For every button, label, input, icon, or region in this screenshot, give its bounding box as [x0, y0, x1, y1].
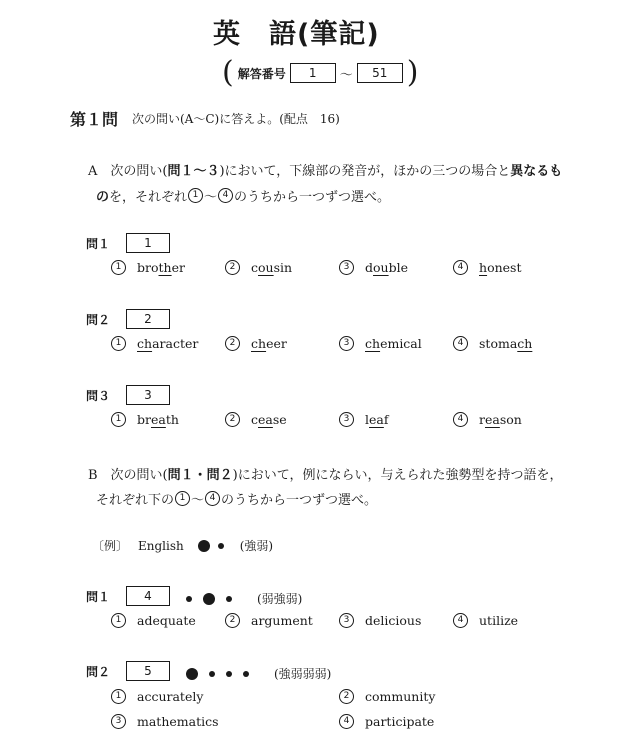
choice-word: utilize — [479, 613, 519, 628]
answer-choice[interactable] — [225, 613, 313, 628]
choice-number-2-icon: 2 — [225, 260, 240, 275]
stress-example — [92, 537, 273, 554]
stress-text: (強弱弱弱) — [274, 667, 332, 681]
part-b-text: のうちから一つずつ選べ。 — [221, 493, 378, 508]
choice-number-3-icon: 3 — [339, 260, 354, 275]
part-a-text: を，それぞれ — [109, 190, 188, 205]
answer-choice[interactable] — [111, 613, 196, 628]
part-a-instruction-line1 — [88, 160, 562, 179]
word-part: l — [365, 412, 369, 427]
choice-number-1-icon: 1 — [111, 260, 126, 275]
answer-choice[interactable] — [339, 260, 408, 275]
choice-word: participate — [365, 714, 435, 729]
word-part: eer — [266, 336, 287, 351]
part-b-instruction-line2 — [96, 489, 377, 508]
underlined-part: ch — [365, 336, 381, 351]
choice-word — [479, 412, 522, 427]
choice-number-4-icon: 4 — [453, 613, 468, 628]
answer-start-box: 1 — [290, 63, 336, 83]
circled-one-icon: 1 — [175, 491, 190, 506]
part-a-text: )において，下線部の発音が，ほかの三つの場合と — [219, 164, 511, 179]
choice-number-4-icon: 4 — [339, 714, 354, 729]
underlined-part: ea — [150, 412, 166, 427]
word-part: c — [251, 260, 259, 275]
answer-choice[interactable] — [453, 412, 522, 427]
underlined-part: ou — [373, 260, 389, 275]
part-a-text: のうちから一つずつ選べ。 — [234, 190, 391, 205]
choice-word: mathematics — [137, 714, 219, 729]
word-part: f — [383, 412, 389, 427]
example-stress-text: (強弱) — [239, 539, 274, 553]
choice-number-2-icon: 2 — [225, 412, 240, 427]
part-a-tilde: ～ — [204, 190, 218, 205]
answer-choice[interactable] — [339, 714, 434, 729]
answer-choice[interactable] — [225, 412, 287, 427]
word-part: er — [171, 260, 185, 275]
choice-number-2-icon: 2 — [225, 336, 240, 351]
answer-choice[interactable] — [111, 689, 203, 704]
choice-word — [479, 260, 521, 275]
section-instruction: 次の問い(A～C)に答えよ。(配点 16) — [132, 112, 340, 126]
answer-number-box: 5 — [126, 661, 170, 681]
stress-text: (弱強弱) — [257, 592, 303, 606]
choice-word — [251, 412, 287, 427]
choice-number-1-icon: 1 — [111, 689, 126, 704]
part-a-text: A 次の問い( — [88, 164, 168, 179]
word-part: se — [272, 412, 287, 427]
choice-word — [365, 412, 389, 427]
choice-number-1-icon: 1 — [111, 336, 126, 351]
stress-pattern — [186, 665, 331, 682]
choice-word — [365, 260, 408, 275]
choice-number-3-icon: 3 — [339, 336, 354, 351]
circled-four-icon: 4 — [205, 491, 220, 506]
circled-one-icon: 1 — [188, 188, 203, 203]
answer-number-label: 解答番号 — [237, 66, 286, 81]
choice-word — [251, 260, 292, 275]
choice-word — [251, 336, 287, 351]
part-b-text: )において，例にならい，与えられた強勢型を持つ語を， — [232, 468, 563, 483]
underlined-part: ea — [484, 412, 500, 427]
page-title: 英 語(筆記) — [213, 19, 380, 50]
answer-choice[interactable] — [453, 260, 521, 275]
word-part: stoma — [479, 336, 518, 351]
choice-number-3-icon: 3 — [339, 613, 354, 628]
question-label: 問３ — [86, 389, 111, 403]
example-stress-pattern — [198, 540, 224, 552]
choice-word — [137, 260, 185, 275]
choice-word — [137, 412, 179, 427]
stressed-dot-icon — [203, 593, 215, 605]
question-label: 問１ — [86, 237, 111, 251]
example-label: 〔例〕 — [92, 539, 129, 553]
part-b-text: B 次の問い( — [88, 468, 168, 483]
section-label: 第１問 — [70, 110, 119, 129]
underlined-part: ou — [258, 260, 274, 275]
question-label: 問２ — [86, 665, 111, 679]
underlined-part: ch — [137, 336, 153, 351]
choice-word: delicious — [365, 613, 422, 628]
answer-choice[interactable] — [453, 336, 532, 351]
choice-number-4-icon: 4 — [453, 336, 468, 351]
stressed-dot-icon — [198, 540, 210, 552]
word-part: ble — [388, 260, 408, 275]
question-label: 問２ — [86, 313, 111, 327]
underlined-part: th — [158, 260, 172, 275]
word-part: son — [499, 412, 522, 427]
choice-word: accurately — [137, 689, 204, 704]
word-part: br — [137, 412, 151, 427]
choice-number-1-icon: 1 — [111, 613, 126, 628]
choice-number-3-icon: 3 — [339, 412, 354, 427]
word-part: emical — [380, 336, 422, 351]
answer-number-box: 4 — [126, 586, 170, 606]
word-part: bro — [137, 260, 159, 275]
choice-word — [479, 336, 532, 351]
choice-word: argument — [251, 613, 313, 628]
part-b-tilde: ～ — [191, 493, 205, 508]
choice-number-2-icon: 2 — [225, 613, 240, 628]
answer-end-box: 51 — [357, 63, 403, 83]
underlined-part: ea — [369, 412, 384, 427]
answer-number-box: 3 — [126, 385, 170, 405]
part-b-text: それぞれ下の — [96, 493, 175, 508]
part-a-emphasis: 異なるも — [510, 164, 563, 179]
choice-number-4-icon: 4 — [453, 260, 468, 275]
stressed-dot-icon — [186, 668, 198, 680]
unstressed-dot-icon — [186, 596, 192, 602]
choice-number-1-icon: 1 — [111, 412, 126, 427]
answer-tilde: ～ — [339, 67, 353, 83]
part-a-instruction-line2 — [96, 186, 390, 205]
underlined-part: h — [479, 260, 488, 275]
word-part: d — [365, 260, 374, 275]
unstressed-dot-icon — [226, 596, 232, 602]
word-part: th — [165, 412, 179, 427]
choice-word — [137, 336, 198, 351]
question-label: 問１ — [86, 590, 111, 604]
answer-choice[interactable] — [339, 412, 389, 427]
answer-choice[interactable] — [111, 714, 219, 729]
choice-number-3-icon: 3 — [111, 714, 126, 729]
part-a-emphasis: の — [96, 190, 110, 205]
answer-choice[interactable] — [225, 336, 287, 351]
answer-number-box: 1 — [126, 233, 170, 253]
unstressed-dot-icon — [243, 671, 249, 677]
part-b-instruction-line1 — [88, 464, 562, 483]
underlined-part: ch — [517, 336, 533, 351]
unstressed-dot-icon — [226, 671, 232, 677]
example-word: English — [138, 538, 184, 553]
answer-choice[interactable] — [453, 613, 518, 628]
answer-choice[interactable] — [111, 260, 185, 275]
answer-choice[interactable] — [339, 689, 435, 704]
stress-pattern — [186, 590, 302, 607]
word-part: onest — [487, 260, 522, 275]
underlined-part: ch — [251, 336, 267, 351]
answer-choice[interactable] — [111, 412, 179, 427]
choice-word: adequate — [137, 613, 196, 628]
circled-four-icon: 4 — [218, 188, 233, 203]
word-part: aracter — [152, 336, 199, 351]
answer-number-range — [222, 55, 419, 90]
answer-choice[interactable] — [339, 336, 422, 351]
part-b-question-range: 問１・問２ — [167, 468, 233, 483]
word-part: sin — [273, 260, 293, 275]
choice-word — [365, 336, 422, 351]
answer-choice[interactable] — [111, 336, 198, 351]
answer-number-box: 2 — [126, 309, 170, 329]
answer-choice[interactable] — [225, 260, 292, 275]
part-a-question-range: 問１～３ — [167, 164, 220, 179]
unstressed-dot-icon — [209, 671, 215, 677]
word-part: r — [479, 412, 485, 427]
choice-number-4-icon: 4 — [453, 412, 468, 427]
underlined-part: ea — [258, 412, 273, 427]
close-paren: ) — [406, 55, 419, 90]
word-part: c — [251, 412, 259, 427]
open-paren: ( — [222, 55, 234, 90]
answer-choice[interactable] — [339, 613, 421, 628]
choice-word: community — [365, 689, 436, 704]
choice-number-2-icon: 2 — [339, 689, 354, 704]
unstressed-dot-icon — [218, 543, 224, 549]
